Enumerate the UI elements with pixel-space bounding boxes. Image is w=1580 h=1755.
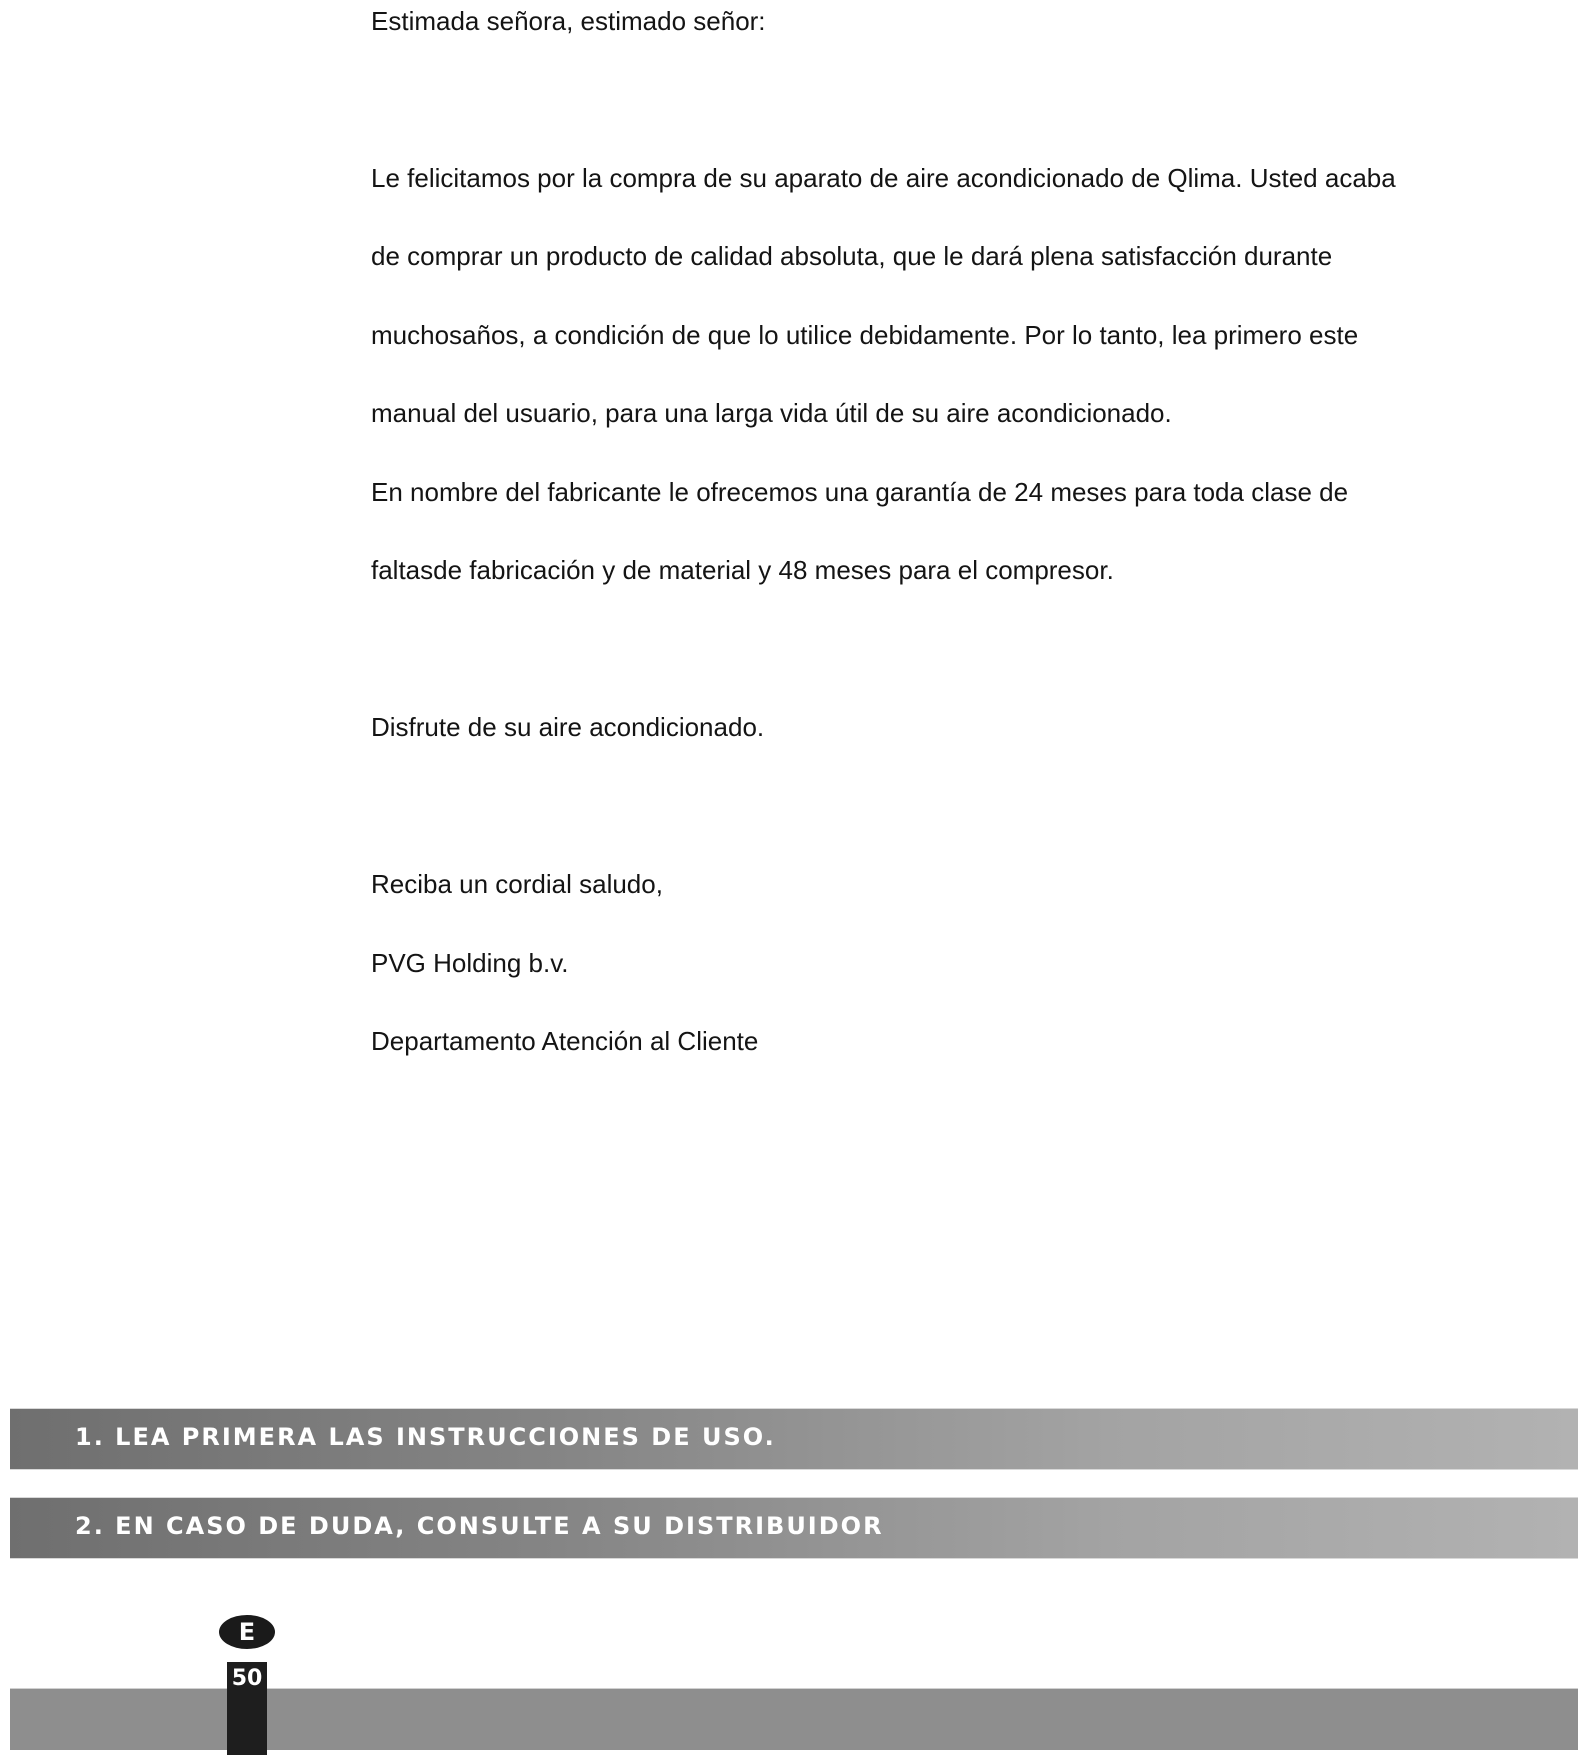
- letter-closing-wish: Disfrute de su aire acondicionado.: [371, 712, 765, 742]
- letter-paragraph-line: de comprar un producto de calidad absoluta, que le dará plena satisfacción durante: [371, 241, 1333, 271]
- instruction-banner-1: [10, 1408, 1578, 1470]
- letter-paragraph-line: faltasde fabricación y de material y 48 meses para el compresor.: [371, 555, 1114, 585]
- instruction-banner-1-text: 1. LEA PRIMERA LAS INSTRUCCIONES DE USO.: [75, 1423, 776, 1451]
- letter-paragraph-line: manual del usuario, para una larga vida útil de su aire acondicionado.: [371, 398, 1172, 428]
- page-number: 50: [231, 1666, 263, 1691]
- letter-company: PVG Holding b.v.: [371, 948, 569, 978]
- letter-salutation: Estimada señora, estimado señor:: [371, 6, 766, 36]
- language-badge: E: [219, 1615, 275, 1649]
- letter-department: Departamento Atención al Cliente: [371, 1026, 759, 1056]
- letter-paragraph-line: muchosaños, a condición de que lo utilice debidamente. Por lo tanto, lea primero este: [371, 320, 1359, 350]
- instruction-banner-2-text: 2. EN CASO DE DUDA, CONSULTE A SU DISTRIBUIDOR: [75, 1512, 884, 1540]
- instruction-banner-2: [10, 1497, 1578, 1559]
- letter-paragraph-line: En nombre del fabricante le ofrecemos una garantía de 24 meses para toda clase de: [371, 477, 1349, 507]
- letter-regards: Reciba un cordial saludo,: [371, 869, 663, 899]
- page-number-tab: [227, 1662, 267, 1755]
- letter-paragraph-line: Le felicitamos por la compra de su aparato de aire acondicionado de Qlima. Usted acaba: [371, 163, 1396, 193]
